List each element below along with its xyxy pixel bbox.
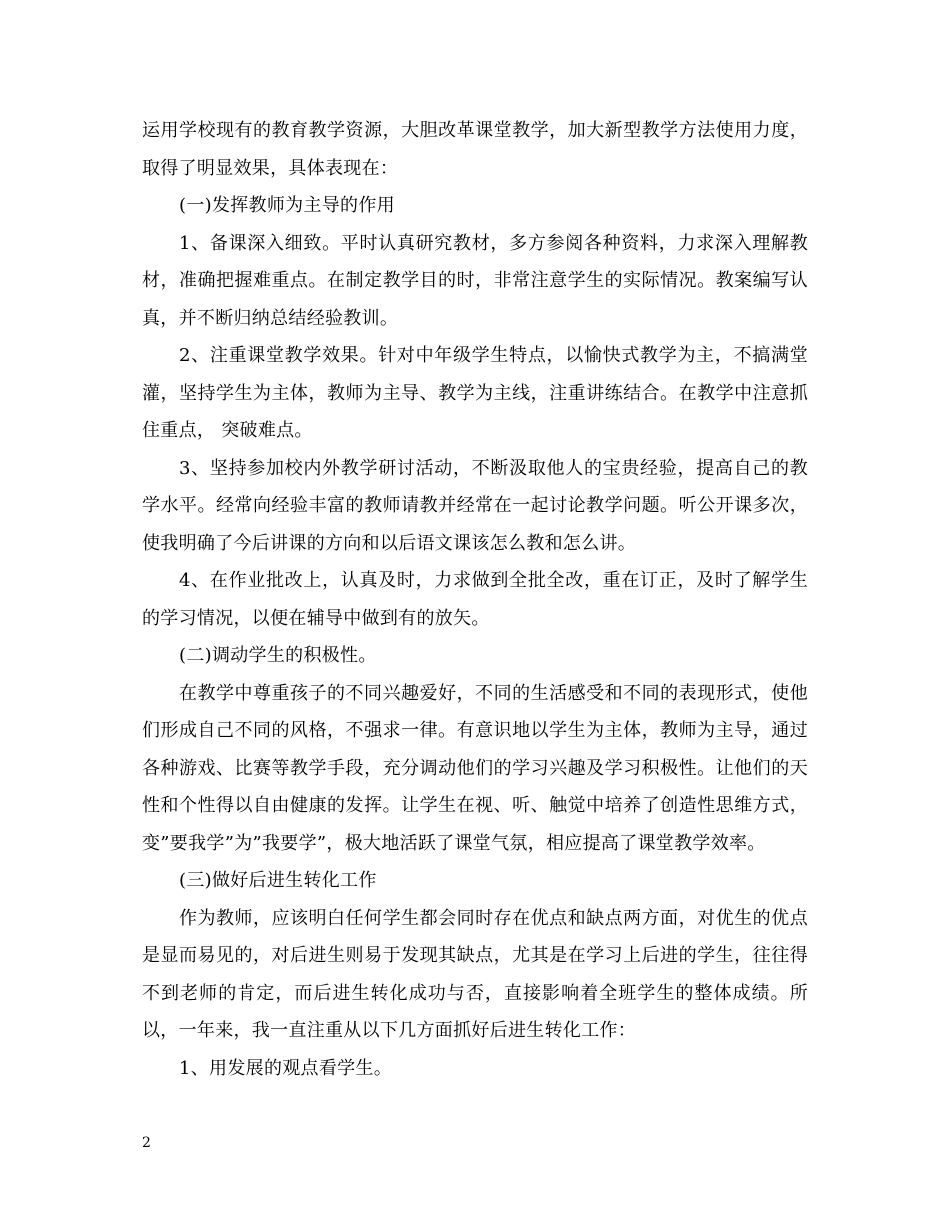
paragraph: 1、用发展的观点看学生。	[179, 1057, 393, 1079]
page-number: 2	[142, 1135, 151, 1151]
paragraph: 运用学校现有的教育教学资源，大胆改革课堂教学，加大新型教学方法使用力度，取得了明显效果，具体表现在：	[142, 120, 808, 179]
paragraph: 4、在作业批改上，认真及时，力求做到全批全改，重在订正，及时了解学生的学习情况，以便在辅导中做到有的放矢。	[142, 570, 808, 629]
paragraph: 作为教师，应该明白任何学生都会同时存在优点和缺点两方面，对优生的优点是显而易见的，对后进生则易于发现其缺点，尤其是在学习上后进的学生，往往得不到老师的肯定，而后进生转化成功与否，直接影响着全班学生的整体成绩。所以，一年来，我一直注重从以下几方面抓好后进生转化工作：	[142, 907, 808, 1041]
paragraph: 2、注重课堂教学效果。针对中年级学生特点，以愉快式教学为主，不搞满堂灌，坚持学生为主体，教师为主导、教学为主线，注重讲练结合。在教学中注意抓住重点， 突破难点。	[142, 345, 808, 441]
body-text	[142, 112, 808, 1087]
section-heading: (一)发挥教师为主导的作用	[179, 195, 395, 216]
paragraph: 3、坚持参加校内外教学研讨活动，不断汲取他人的宝贵经验，提高自己的教学水平。经常向经验丰富的教师请教并经常在一起讨论教学问题。听公开课多次，使我明确了今后讲课的方向和以后语文课该怎么教和怎么讲。	[142, 457, 808, 554]
paragraph: 1、备课深入细致。平时认真研究教材，多方参阅各种资料，力求深入理解教材，准确把握难重点。在制定教学目的时，非常注意学生的实际情况。教案编写认真，并不断归纳总结经验教训。	[142, 232, 808, 329]
paragraph: 在教学中尊重孩子的不同兴趣爱好，不同的生活感受和不同的表现形式，使他们形成自己不同的风格，不强求一律。有意识地以学生为主体，教师为主导，通过各种游戏、比赛等教学手段，充分调动他们的学习兴趣及学习积极性。让他们的天性和个性得以自由健康的发挥。让学生在视、听、触觉中培养了创造性思维方式，变”要我学”为”我要学”，极大地活跃了课堂气氛，相应提高了课堂教学效率。	[142, 682, 808, 854]
section-heading: (三)做好后进生转化工作	[179, 870, 377, 891]
section-heading: (二)调动学生的积极性。	[179, 645, 377, 666]
